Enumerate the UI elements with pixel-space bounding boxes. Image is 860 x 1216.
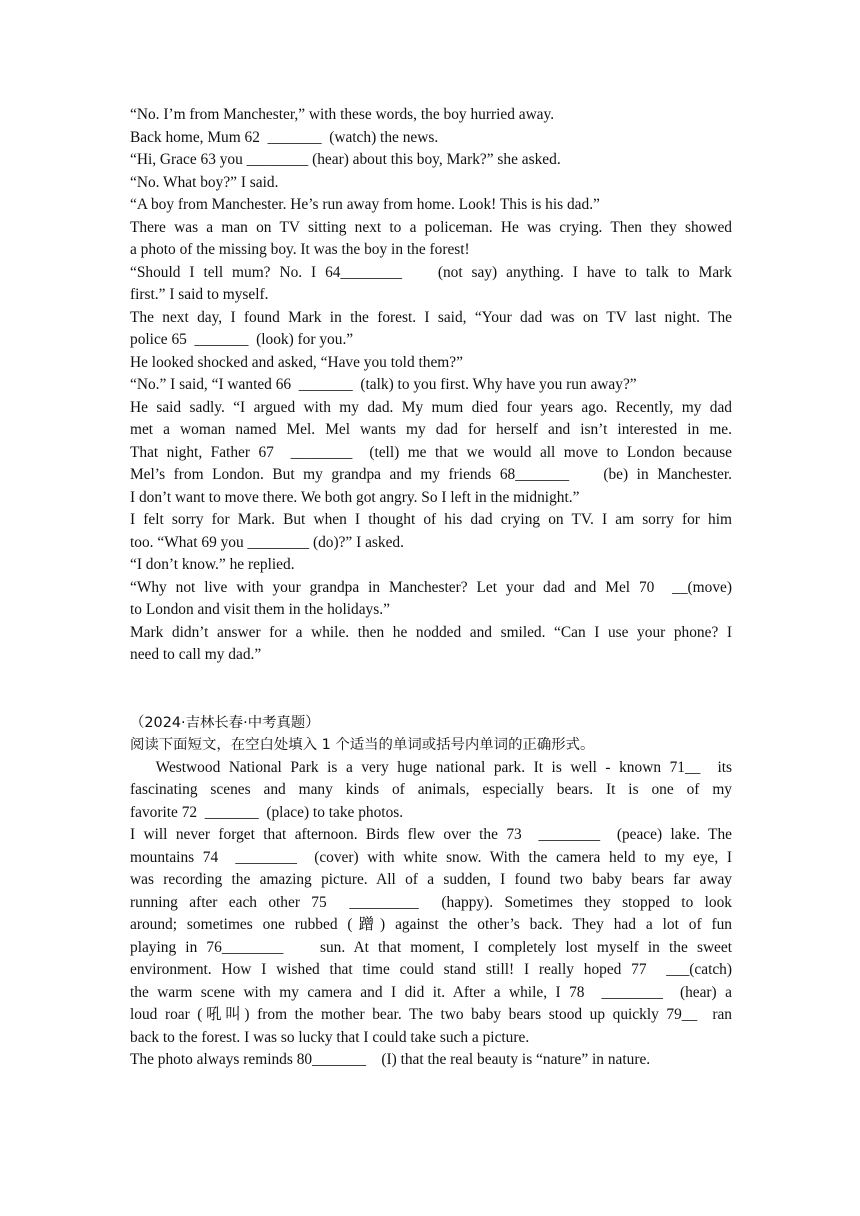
paragraph [130,217,732,262]
text-line: “No. What boy?” I said. [130,173,279,191]
text-line: mountains 74 ________ (cover) with white snow. With the camera held to my eye, I [130,848,732,866]
text-line: first.” I said to myself. [130,286,269,303]
text-line: Back home, Mum 62 _______ (watch) the news. [130,128,439,146]
paragraph [130,127,732,150]
text-line: too. “What 69 you ________ (do)?” I asked. [130,533,404,551]
paragraph [130,622,732,667]
text-line: “Should I tell mum? No. I 64________ (not say) anything. I have to talk to Mark [130,263,732,281]
text-line: running after each other 75 _________ (happy). Sometimes they stopped to look [130,893,732,911]
text-line: the warm scene with my camera and I did it. After a while, I 78 ________ (hear) a [130,983,732,1001]
text-line: police 65 _______ (look) for you.” [130,331,354,348]
text-line: back to the forest. I was so lucky that I could take such a picture. [130,1028,530,1046]
text-line: fascinating scenes and many kinds of animals, especially bears. It is one of my [130,781,732,798]
story-passage-2 [130,757,732,1072]
text-line: a photo of the missing boy. It was the boy in the forest! [130,241,470,258]
text-line: met a woman named Mel. Mel wants my dad for herself and isn’t interested in me. [130,421,732,438]
paragraph [130,262,732,307]
paragraph [130,352,732,375]
text-line: need to call my dad.” [130,646,262,663]
text-line: “I don’t know.” he replied. [130,556,295,573]
text-line: to London and visit them in the holidays.” [130,601,390,618]
text-line: favorite 72 _______ (place) to take photos. [130,803,404,821]
text-line: loud roar (吼叫) from the mother bear. The two baby bears stood up quickly 79__ ran [130,1006,732,1023]
text-line: Mark didn’t answer for a while. then he nodded and smiled. “Can I use your phone? I [130,623,732,641]
text-line: He said sadly. “I argued with my dad. My mum died four years ago. Recently, my dad [130,398,732,416]
text-line: I don’t want to move there. We both got angry. So I left in the midnight.” [130,488,580,506]
text-line: around; sometimes one rubbed (蹭) against the other’s back. They had a lot of fun [130,916,732,933]
text-line: “No.” I said, “I wanted 66 _______ (talk) to you first. Why have you run away?” [130,376,637,393]
text-line: That night, Father 67 ________ (tell) me that we would all move to London because [130,443,732,461]
paragraph [130,509,732,554]
text-line: The next day, I found Mark in the forest. I said, “Your dad was on TV last night. The [130,308,732,326]
paragraph [130,104,732,127]
paragraph [130,757,732,825]
text-line: “Why not live with your grandpa in Manchester? Let your dad and Mel 70 __(move) [130,578,732,596]
story-passage-1 [130,104,732,667]
text-line: I felt sorry for Mark. But when I thought of his dad crying on TV. I am sorry for him [130,511,732,528]
paragraph [130,149,732,172]
text-line: There was a man on TV sitting next to a policeman. He was crying. Then they showed [130,218,732,236]
paragraph [130,1049,732,1072]
paragraph [130,194,732,217]
text-line: “Hi, Grace 63 you ________ (hear) about this boy, Mark?” she asked. [130,151,561,168]
paragraph [130,307,732,352]
paragraph [130,577,732,622]
text-line: I will never forget that afternoon. Birds flew over the 73 ________ (peace) lake. The [130,826,732,843]
text-line: Westwood National Park is a very huge national park. It is well - known 71__ its [130,758,732,776]
paragraph [130,824,732,1049]
text-line: playing in 76________ sun. At that moment, I completely lost myself in the sweet [130,938,732,956]
text-line: was recording the amazing picture. All of a sudden, I found two baby bears far away [130,871,732,888]
paragraph [130,554,732,577]
text-line: “A boy from Manchester. He’s run away from home. Look! This is his dad.” [130,196,600,213]
text-line: Mel’s from London. But my grandpa and my friends 68_______ (be) in Manchester. [130,466,732,483]
instruction-text: 阅读下面短文，在空白处填入 1 个适当的单词或括号内单词的正确形式。 [130,737,595,753]
text-line: environment. How I wished that time could stand still! I really hoped 77 ___(catch) [130,961,732,978]
text-line: “No. I’m from Manchester,” with these words, the boy hurried away. [130,106,555,123]
paragraph [130,172,732,195]
text-line: The photo always reminds 80_______ (I) that the real beauty is “nature” in nature. [130,1051,651,1068]
document-page [130,104,732,1072]
section-gap [130,667,732,712]
paragraph [130,397,732,510]
source-heading: （2024·吉林长春·中考真题） [130,714,320,731]
paragraph [130,374,732,397]
text-line: He looked shocked and asked, “Have you told them?” [130,353,463,371]
